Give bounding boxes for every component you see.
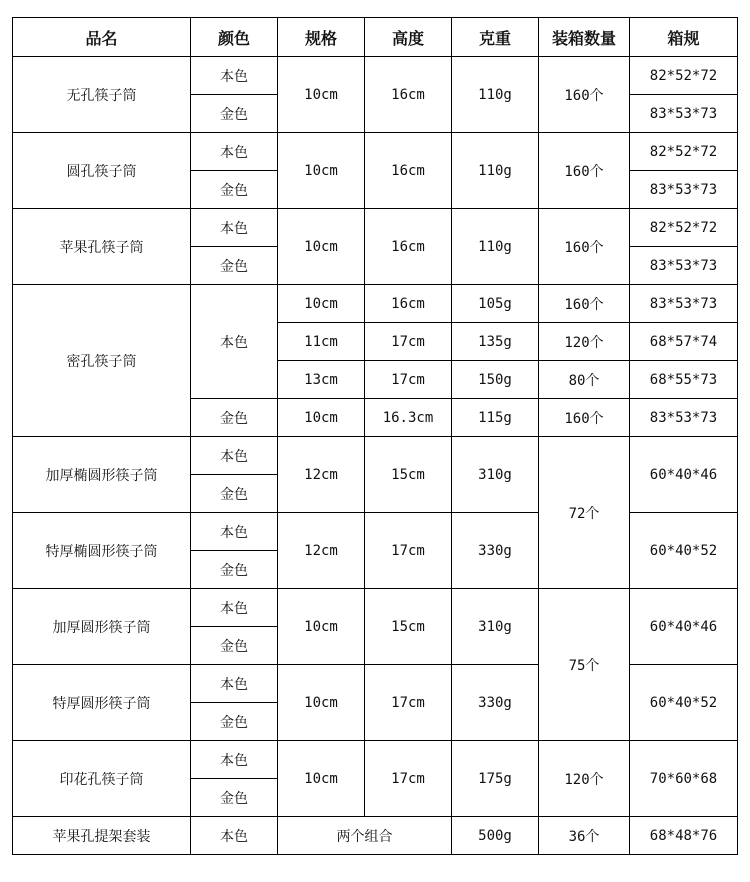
qty-cell: 80个 [539, 361, 630, 399]
height-cell: 17cm [365, 361, 452, 399]
spec-cell: 12cm [278, 513, 365, 589]
qty-cell: 160个 [539, 285, 630, 323]
color-cell: 金色 [191, 171, 278, 209]
color-cell: 本色 [191, 209, 278, 247]
box-cell: 68*55*73 [630, 361, 738, 399]
color-cell: 金色 [191, 95, 278, 133]
table-row [13, 513, 738, 551]
weight-cell: 175g [452, 741, 539, 817]
color-cell: 金色 [191, 627, 278, 665]
spec-cell: 10cm [278, 665, 365, 741]
height-cell: 17cm [365, 665, 452, 741]
spec-cell: 11cm [278, 323, 365, 361]
weight-cell: 330g [452, 665, 539, 741]
qty-cell: 160个 [539, 399, 630, 437]
header-row [13, 18, 738, 57]
spec-cell: 13cm [278, 361, 365, 399]
box-cell: 82*52*72 [630, 133, 738, 171]
height-cell: 16cm [365, 285, 452, 323]
height-cell: 15cm [365, 437, 452, 513]
box-cell: 68*48*76 [630, 817, 738, 855]
height-cell: 17cm [365, 323, 452, 361]
table-row [13, 817, 738, 855]
table-row [13, 285, 738, 323]
spec-cell: 10cm [278, 399, 365, 437]
color-cell: 本色 [191, 133, 278, 171]
header-box: 箱规 [630, 18, 738, 57]
weight-cell: 110g [452, 57, 539, 133]
qty-cell: 160个 [539, 209, 630, 285]
box-cell: 82*52*72 [630, 57, 738, 95]
qty-cell: 72个 [539, 437, 630, 589]
height-cell: 17cm [365, 741, 452, 817]
product-name: 印花孔筷子筒 [13, 741, 191, 817]
table-row [13, 589, 738, 627]
header-qty: 装箱数量 [539, 18, 630, 57]
table-row [13, 57, 738, 95]
color-cell: 本色 [191, 741, 278, 779]
table-row [13, 437, 738, 475]
spec-cell: 10cm [278, 57, 365, 133]
height-cell: 16cm [365, 209, 452, 285]
height-cell: 16cm [365, 133, 452, 209]
table-row [13, 209, 738, 247]
header-name: 品名 [13, 18, 191, 57]
product-name: 密孔筷子筒 [13, 285, 191, 437]
color-cell: 本色 [191, 817, 278, 855]
product-name: 加厚圆形筷子筒 [13, 589, 191, 665]
qty-cell: 120个 [539, 323, 630, 361]
weight-cell: 115g [452, 399, 539, 437]
color-cell: 本色 [191, 57, 278, 95]
product-name: 特厚圆形筷子筒 [13, 665, 191, 741]
product-name: 苹果孔筷子筒 [13, 209, 191, 285]
spec-cell: 10cm [278, 741, 365, 817]
height-cell: 17cm [365, 513, 452, 589]
weight-cell: 150g [452, 361, 539, 399]
spec-cell: 12cm [278, 437, 365, 513]
box-cell: 60*40*52 [630, 513, 738, 589]
product-name: 圆孔筷子筒 [13, 133, 191, 209]
product-spec-table [12, 17, 738, 855]
box-cell: 68*57*74 [630, 323, 738, 361]
color-cell: 本色 [191, 589, 278, 627]
color-cell: 金色 [191, 779, 278, 817]
weight-cell: 110g [452, 133, 539, 209]
weight-cell: 135g [452, 323, 539, 361]
height-cell: 15cm [365, 589, 452, 665]
color-cell: 金色 [191, 475, 278, 513]
qty-cell: 160个 [539, 133, 630, 209]
product-name: 特厚椭圆形筷子筒 [13, 513, 191, 589]
weight-cell: 500g [452, 817, 539, 855]
spec-cell: 10cm [278, 285, 365, 323]
spec-cell: 10cm [278, 209, 365, 285]
box-cell: 60*40*46 [630, 589, 738, 665]
weight-cell: 310g [452, 437, 539, 513]
color-cell: 金色 [191, 703, 278, 741]
box-cell: 60*40*46 [630, 437, 738, 513]
color-cell: 金色 [191, 551, 278, 589]
box-cell: 83*53*73 [630, 95, 738, 133]
qty-cell: 120个 [539, 741, 630, 817]
color-cell: 金色 [191, 399, 278, 437]
box-cell: 60*40*52 [630, 665, 738, 741]
product-name: 苹果孔提架套装 [13, 817, 191, 855]
spec-cell: 10cm [278, 133, 365, 209]
product-name: 加厚椭圆形筷子筒 [13, 437, 191, 513]
height-cell: 16.3cm [365, 399, 452, 437]
box-cell: 83*53*73 [630, 247, 738, 285]
box-cell: 82*52*72 [630, 209, 738, 247]
qty-cell: 75个 [539, 589, 630, 741]
box-cell: 83*53*73 [630, 171, 738, 209]
header-color: 颜色 [191, 18, 278, 57]
color-cell: 本色 [191, 285, 278, 399]
header-height: 高度 [365, 18, 452, 57]
product-name: 无孔筷子筒 [13, 57, 191, 133]
spec-cell: 10cm [278, 589, 365, 665]
qty-cell: 36个 [539, 817, 630, 855]
color-cell: 本色 [191, 437, 278, 475]
box-cell: 83*53*73 [630, 399, 738, 437]
table-row [13, 133, 738, 171]
header-spec: 规格 [278, 18, 365, 57]
table-row [13, 665, 738, 703]
color-cell: 本色 [191, 513, 278, 551]
height-cell: 16cm [365, 57, 452, 133]
color-cell: 本色 [191, 665, 278, 703]
box-cell: 83*53*73 [630, 285, 738, 323]
weight-cell: 310g [452, 589, 539, 665]
spec-cell: 两个组合 [278, 817, 452, 855]
weight-cell: 330g [452, 513, 539, 589]
weight-cell: 110g [452, 209, 539, 285]
weight-cell: 105g [452, 285, 539, 323]
color-cell: 金色 [191, 247, 278, 285]
header-weight: 克重 [452, 18, 539, 57]
qty-cell: 160个 [539, 57, 630, 133]
table-row [13, 741, 738, 779]
box-cell: 70*60*68 [630, 741, 738, 817]
